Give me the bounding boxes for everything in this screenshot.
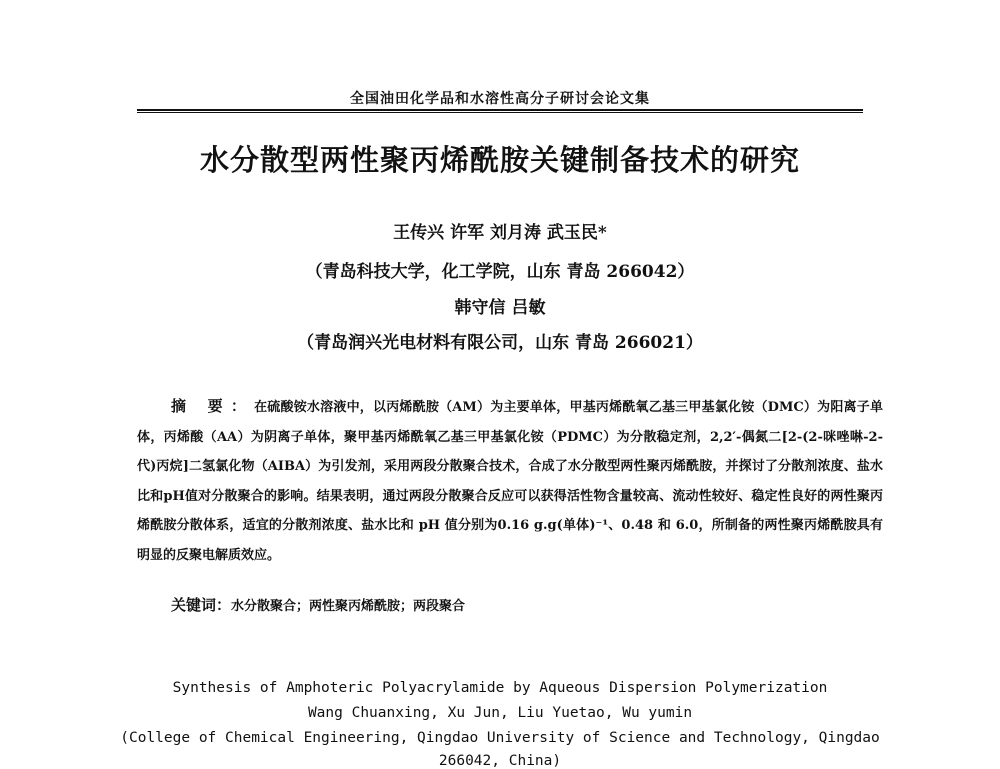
header-rule <box>137 109 863 113</box>
running-header: 全国油田化学品和水溶性高分子研讨会论文集 <box>350 91 650 107</box>
author-affiliation-1: （青岛科技大学，化工学院，山东 青岛 266042） <box>305 262 695 282</box>
author-names-2: 韩守信 吕敏 <box>454 298 546 318</box>
keywords-label: 关键词： <box>171 596 232 614</box>
author-names-1: 王传兴 许军 刘月涛 武玉民* <box>393 223 607 243</box>
english-authors: Wang Chuanxing, Xu Jun, Liu Yuetao, Wu yumin <box>307 705 693 721</box>
keywords-text: 水分散聚合；两性聚丙烯酰胺；两段聚合 <box>231 599 466 614</box>
abstract-paragraph <box>137 392 883 570</box>
keywords-line <box>171 594 465 615</box>
english-affiliation: (College of Chemical Engineering, Qingdao University of Science and Technology, Qingdao <box>120 730 880 746</box>
paper-title: 水分散型两性聚丙烯酰胺关键制备技术的研究 <box>199 143 800 177</box>
abstract-text: 在硫酸铵水溶液中，以丙烯酰胺（AM）为主要单体，甲基丙烯酰氧乙基三甲基氯化铵（DMC）为阳离子单体，丙烯酸（AA）为阴离子单体，聚甲基丙烯酰氧乙基三甲基氯化铵（PDMC）为分散稳定剂，2,2′-偶氮二[2-(2-咪唑啉-2-代)丙烷]二氢氯化物（AIBA）为引发剂，采用两段分散聚合技术，合成了水分散型两性聚丙烯酰胺，并探讨了分散剂浓度、盐水比和pH值对分散聚合的影响。结果表明，通过两段分散聚合反应可以获得活性物含量较高、流动性较好、稳定性良好的两性聚丙烯酰胺分散体系，适宜的分散剂浓度、盐水比和 pH 值分别为0.16 g.g(单体)⁻¹、0.48 和 6.0，所制备的两性聚丙烯酰胺具有明显的反聚电解质效应。 <box>137 400 883 563</box>
english-affiliation-cont: 266042, China) <box>438 753 562 769</box>
author-affiliation-2: （青岛润兴光电材料有限公司，山东 青岛 266021） <box>297 333 703 353</box>
english-title: Synthesis of Amphoteric Polyacrylamide by Aqueous Dispersion Polymerization <box>172 680 828 696</box>
abstract-label: 摘 要： <box>171 397 255 415</box>
